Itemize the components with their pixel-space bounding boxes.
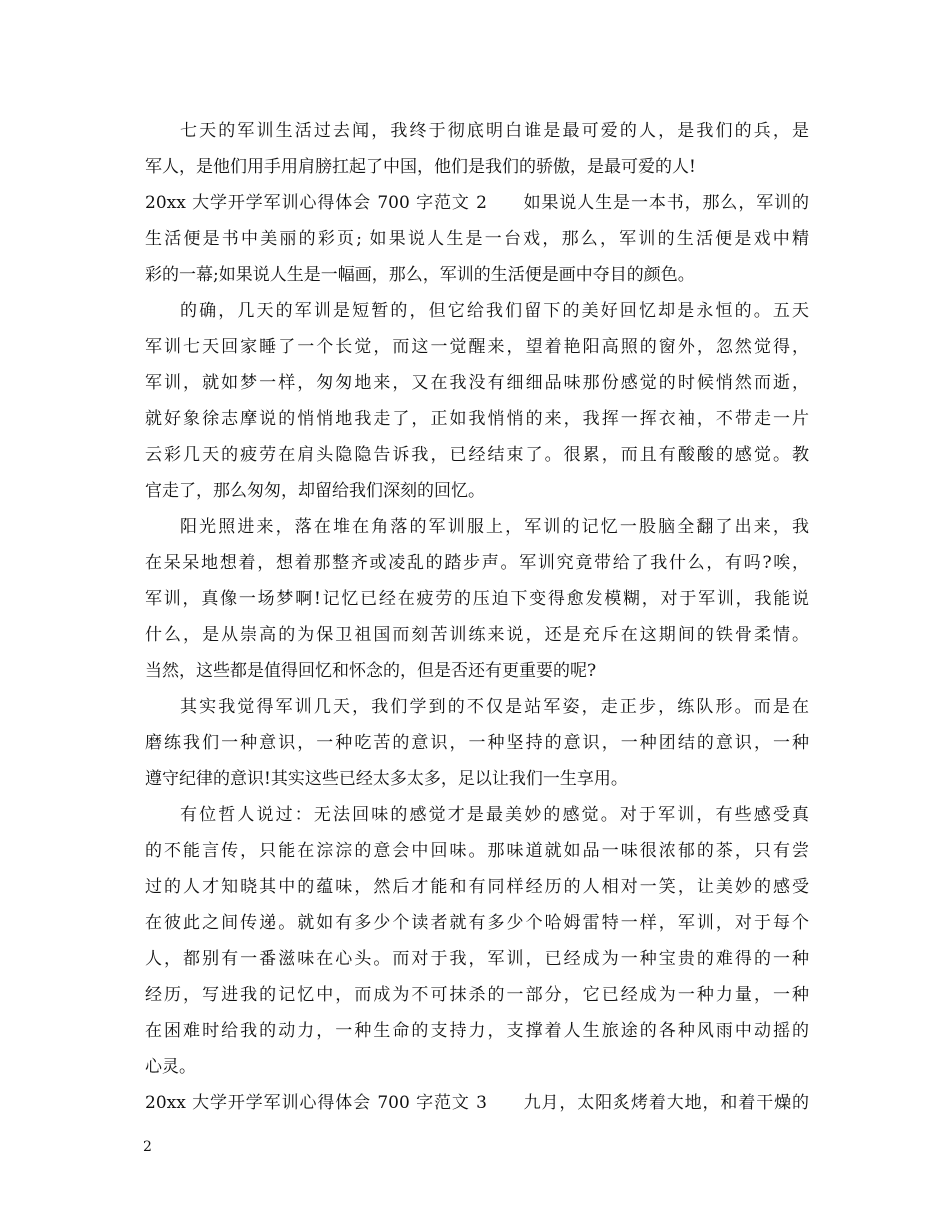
text-line: 什么，是从崇高的为保卫祖国而刻苦训练来说，还是充斥在这期间的铁骨柔情。 <box>145 625 809 645</box>
text-line: 军人，是他们用手用肩膀扛起了中国，他们是我们的骄傲，是最可爱的人! <box>145 157 696 177</box>
text-line: 阳光照进来，落在堆在角落的军训服上，军训的记忆一股脑全翻了出来，我 <box>180 517 809 537</box>
text-line: 在困难时给我的动力，一种生命的支持力，支撑着人生旅途的各种风雨中动摇的 <box>145 1021 809 1041</box>
text-line: 就好象徐志摩说的悄悄地我走了，正如我悄悄的来，我挥一挥衣袖，不带走一片 <box>145 409 809 429</box>
text-line: 官走了，那么匆匆，却留给我们深刻的回忆。 <box>145 481 485 501</box>
text-line: 有位哲人说过：无法回味的感觉才是最美妙的感觉。对于军训，有些感受真 <box>180 805 809 825</box>
section-heading-line: 20xx 大学开学军训心得体会 700 字范文 2 如果说人生是一本书，那么，军训的 <box>145 193 809 213</box>
text-line: 在彼此之间传递。就如有多少个读者就有多少个哈姆雷特一样，军训，对于每个 <box>145 913 809 933</box>
page-number: 2 <box>143 1139 152 1155</box>
text-line: 七天的军训生活过去闻，我终于彻底明白谁是最可爱的人，是我们的兵，是 <box>180 121 809 141</box>
text-line: 云彩几天的疲劳在肩头隐隐告诉我，已经结束了。很累，而且有酸酸的感觉。教 <box>145 445 809 465</box>
text-line: 当然，这些都是值得回忆和怀念的，但是否还有更重要的呢? <box>145 661 597 681</box>
text-line: 军训，真像一场梦啊!记忆已经在疲劳的压迫下变得愈发模糊，对于军训，我能说 <box>145 589 809 609</box>
text-line: 心灵。 <box>145 1057 196 1077</box>
text-line: 其实我觉得军训几天，我们学到的不仅是站军姿，走正步，练队形。而是在 <box>180 697 809 717</box>
text-line: 军训，就如梦一样，匆匆地来，又在我没有细细品味那份感觉的时候悄然而逝， <box>145 373 809 393</box>
text-line: 生活便是书中美丽的彩页; 如果说人生是一台戏，那么，军训的生活便是戏中精 <box>145 229 809 249</box>
text-line: 军训七天回家睡了一个长觉，而这一觉醒来，望着艳阳高照的窗外，忽然觉得， <box>145 337 809 357</box>
text-line: 的不能言传，只能在淙淙的意会中回味。那味道就如品一味很浓郁的茶，只有尝 <box>145 841 809 861</box>
text-line: 在呆呆地想着，想着那整齐或凌乱的踏步声。军训究竟带给了我什么，有吗?唉， <box>145 553 809 573</box>
text-line: 磨练我们一种意识，一种吃苦的意识，一种坚持的意识，一种团结的意识，一种 <box>145 733 809 753</box>
text-line: 彩的一幕;如果说人生是一幅画，那么，军训的生活便是画中夺目的颜色。 <box>145 265 695 285</box>
text-line: 人，都别有一番滋味在心头。而对于我，军训，已经成为一种宝贵的难得的一种 <box>145 949 809 969</box>
text-line: 经历，写进我的记忆中，而成为不可抹杀的一部分，它已经成为一种力量，一种 <box>145 985 809 1005</box>
text-line: 过的人才知晓其中的蕴味，然后才能和有同样经历的人相对一笑，让美妙的感受 <box>145 877 809 897</box>
text-line: 遵守纪律的意识!其实这些已经太多太多，足以让我们一生享用。 <box>145 769 628 789</box>
text-line: 的确，几天的军训是短暂的，但它给我们留下的美好回忆却是永恒的。五天 <box>180 301 809 321</box>
section-heading-line: 20xx 大学开学军训心得体会 700 字范文 3 九月，太阳炙烤着大地，和着干燥的 <box>145 1093 809 1113</box>
